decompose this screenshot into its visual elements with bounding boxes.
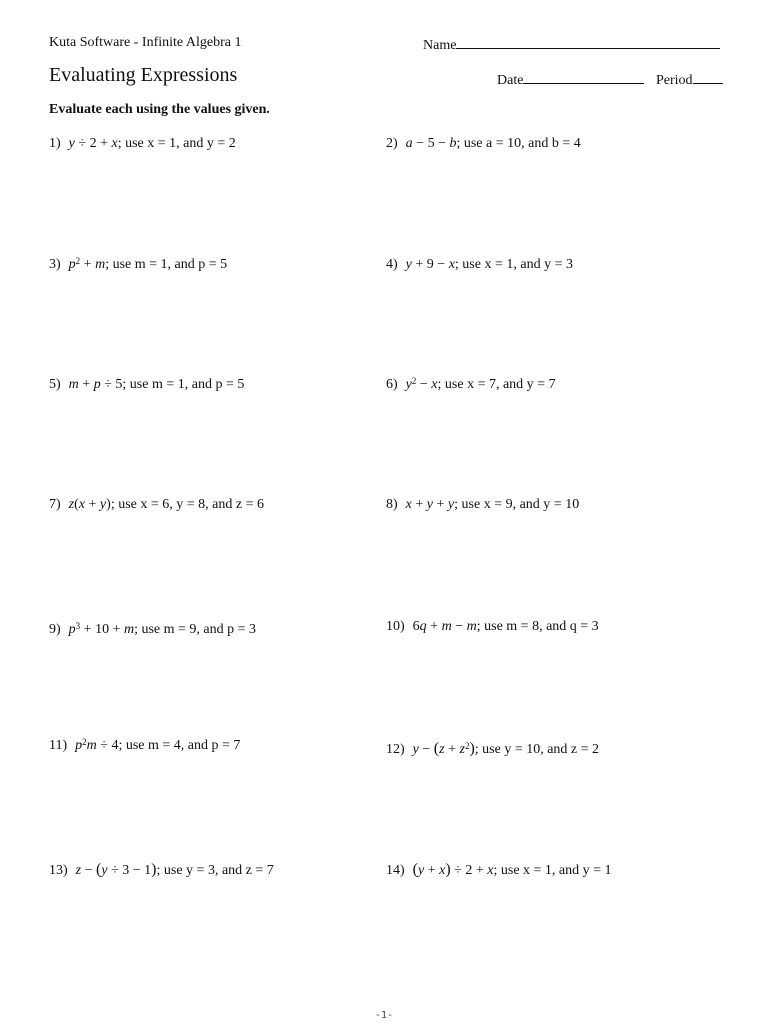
problem-given: ; use a = 10, and b = 4 <box>456 136 581 151</box>
problem-expression: y ÷ 2 + x <box>68 136 118 151</box>
problem-given: ; use y = 3, and z = 7 <box>156 863 274 878</box>
problem-number: 5) <box>49 377 61 392</box>
problem-4 <box>386 257 573 273</box>
problem-5 <box>49 377 244 393</box>
problem-11 <box>49 738 240 754</box>
problem-13 <box>49 861 274 879</box>
problem-given: ; use x = 1, and y = 1 <box>493 863 612 878</box>
date-blank <box>523 70 644 84</box>
problem-number: 11) <box>49 738 68 753</box>
problem-given: ; use x = 1, and y = 2 <box>117 136 236 151</box>
problem-given: ; use m = 9, and p = 3 <box>134 622 257 637</box>
problem-expression: m + p ÷ 5 <box>68 377 123 392</box>
problem-number: 10) <box>386 619 405 634</box>
problem-number: 6) <box>386 377 398 392</box>
name-blank <box>456 35 720 49</box>
problem-8 <box>386 497 579 513</box>
problem-number: 4) <box>386 257 398 272</box>
name-label: Name <box>423 38 457 53</box>
page-number: -1- <box>374 1010 394 1021</box>
problem-expression: 6q + m − m <box>412 619 477 634</box>
problem-given: ; use x = 7, and y = 7 <box>437 377 556 392</box>
problem-expression: $y^2 - x$ <box>405 376 438 392</box>
period-label: Period <box>655 73 693 88</box>
problem-given: ; use x = 9, and y = 10 <box>454 497 580 512</box>
problem-number: 7) <box>49 497 61 512</box>
problem-number: 3) <box>49 257 61 272</box>
problem-10 <box>386 619 599 635</box>
problem-given: ; use m = 8, and q = 3 <box>476 619 599 634</box>
problem-given: ; use x = 1, and y = 3 <box>454 257 573 272</box>
problem-given: ; use x = 6, y = 8, and z = 6 <box>110 497 264 512</box>
problem-number: 9) <box>49 622 61 637</box>
worksheet-title: Evaluating Expressions <box>49 64 238 86</box>
problem-9 <box>49 622 256 638</box>
problem-given: ; use m = 1, and p = 5 <box>122 377 245 392</box>
problem-given: ; use m = 1, and p = 5 <box>105 257 228 272</box>
date-label: Date <box>497 73 524 88</box>
problem-given: ; use y = 10, and z = 2 <box>474 742 600 757</box>
problem-number: 13) <box>49 863 68 878</box>
problem-number: 12) <box>386 742 405 757</box>
instructions: Evaluate each using the values given. <box>49 102 270 117</box>
problem-expression: $p^2m \div 4$ <box>75 737 119 753</box>
problem-expression: (y + x) ÷ 2 + x <box>412 861 494 878</box>
problem-expression: x + y + y <box>405 497 455 512</box>
problem-expression: $y - (z + z^2)$ <box>412 740 475 757</box>
problem-7 <box>49 497 264 513</box>
date-period-field <box>497 70 723 89</box>
problem-number: 8) <box>386 497 398 512</box>
problem-expression: z(x + y) <box>68 497 111 512</box>
problem-number: 14) <box>386 863 405 878</box>
problem-given: ; use m = 4, and p = 7 <box>118 738 241 753</box>
problem-expression: z − (y ÷ 3 − 1) <box>75 861 157 878</box>
problem-expression: y + 9 − x <box>405 257 455 272</box>
problem-14 <box>386 861 612 879</box>
problem-1 <box>49 136 236 152</box>
problem-2 <box>386 136 581 152</box>
problem-6 <box>386 377 556 393</box>
problem-12 <box>386 740 599 758</box>
period-blank <box>693 70 723 84</box>
software-label: Kuta Software - Infinite Algebra 1 <box>49 35 242 50</box>
problem-expression: a − 5 − b <box>405 136 457 151</box>
problem-expression: $p^2 + m$ <box>68 256 106 272</box>
problem-3 <box>49 257 227 273</box>
problem-number: 2) <box>386 136 398 151</box>
name-field <box>423 35 720 54</box>
problem-number: 1) <box>49 136 61 151</box>
problem-expression: $p^3 + 10 + m$ <box>68 621 135 637</box>
